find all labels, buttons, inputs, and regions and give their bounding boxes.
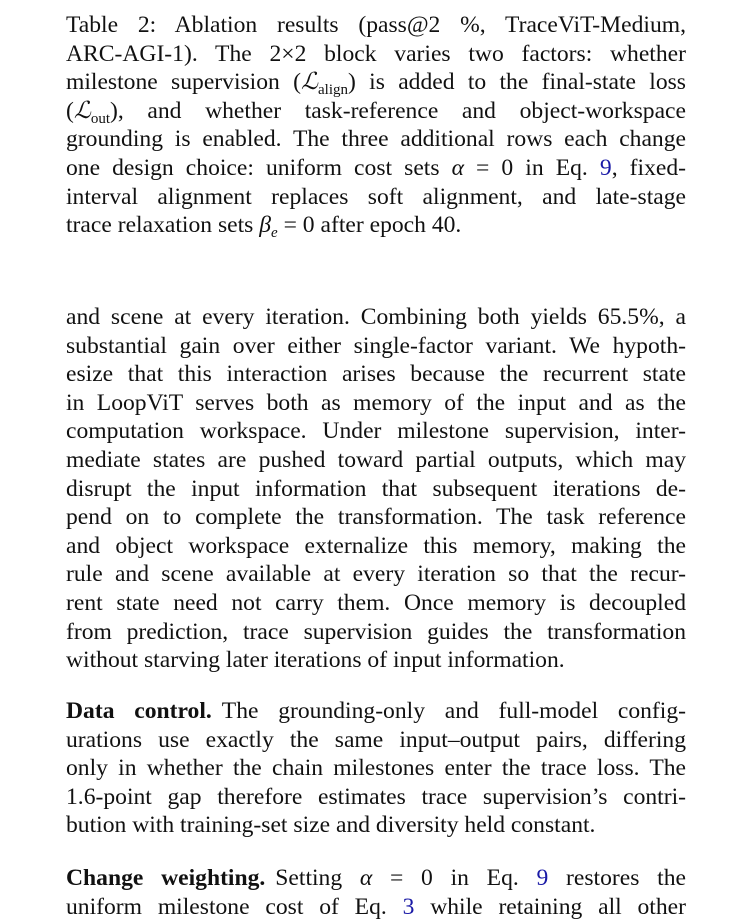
- caption-text: one design choice: uniform cost sets: [66, 154, 452, 181]
- caption-line: ARC-AGI-1). The 2×2 block varies two factors: whether: [66, 40, 686, 67]
- text-line: substantial gain over either single-factor variant. We hypoth-: [66, 332, 686, 359]
- text-line: mediate states are pushed toward partial outputs, which may: [66, 446, 686, 473]
- caption-text: milestone supervision (: [66, 69, 301, 96]
- caption-text: ) is added to the final-state loss: [348, 69, 686, 96]
- caption-text: , fixed-: [611, 154, 686, 181]
- text-line: 1.6-point gap therefore estimates trace supervision’s contri-: [66, 783, 686, 810]
- paragraph-heading: Change weighting.: [66, 865, 266, 891]
- text-line: pend on to complete the transformation. The task reference: [66, 504, 686, 531]
- caption-text: (: [66, 97, 74, 124]
- caption-line: [66, 97, 686, 126]
- text-line: esize that this interaction arises because the recurrent state: [66, 361, 686, 388]
- text-line: [66, 893, 686, 922]
- paragraph-text: Setting: [275, 865, 360, 891]
- equation-ref-link[interactable]: 9: [599, 154, 612, 181]
- caption-text: = 0 after epoch 40.: [277, 212, 462, 239]
- text-line: urations use exactly the same input–output pairs, differing: [66, 726, 686, 753]
- caption-text: ), and whether task-reference and object-workspace: [110, 97, 686, 124]
- text-line: rent state need not carry them. Once memory is decoupled: [66, 589, 686, 616]
- text-line: only in whether the chain milestones enter the trace loss. The: [66, 755, 686, 782]
- loss-symbol: ℒ: [301, 69, 318, 96]
- caption-line: [66, 68, 686, 97]
- beta-symbol: β: [259, 212, 272, 239]
- text-line: and scene at every iteration. Combining both yields 65.5%, a: [66, 304, 686, 330]
- caption-line: interval alignment replaces soft alignment, and late-stage: [66, 183, 686, 210]
- alpha-symbol: α: [359, 865, 373, 891]
- text-line: from prediction, trace supervision guides the transformation: [66, 618, 686, 645]
- caption-line: Table 2: Ablation results (pass@2 %, TraceViT-Medium,: [66, 12, 686, 38]
- loss-subscript: align: [318, 82, 348, 99]
- text-line: in LoopViT serves both as memory of the input and as the: [66, 389, 686, 416]
- text-line: computation workspace. Under milestone supervision, inter-: [66, 418, 686, 445]
- text-line: disrupt the input information that subsequent iterations de-: [66, 475, 686, 502]
- loss-symbol: ℒ: [73, 97, 91, 124]
- text-line: bution with training-set size and diversity held constant.: [66, 812, 596, 839]
- caption-line: [66, 211, 686, 240]
- text-line: rule and scene available at every iteration so that the recur-: [66, 561, 686, 588]
- loss-subscript: out: [90, 110, 111, 127]
- paragraph-heading: Data control.: [66, 698, 212, 724]
- paragraph-text: uniform milestone cost of Eq.: [66, 893, 403, 920]
- paragraph-text: while retaining all other: [414, 893, 686, 920]
- paragraph-text: = 0 in Eq.: [372, 865, 537, 891]
- caption-line: grounding is enabled. The three additional rows each change: [66, 126, 686, 153]
- caption-text: = 0 in Eq.: [463, 154, 600, 181]
- paragraph-text: The grounding-only and full-model config-: [221, 698, 687, 724]
- equation-ref-link[interactable]: 3: [402, 893, 415, 920]
- caption-line: [66, 154, 686, 183]
- text-line: [66, 697, 686, 726]
- change-weighting-paragraph: [66, 864, 686, 921]
- data-control-paragraph: [66, 697, 686, 840]
- text-line: and object workspace externalize this memory, making the: [66, 532, 686, 559]
- text-line: [66, 864, 686, 893]
- table-caption: [66, 11, 686, 240]
- alpha-symbol: α: [451, 154, 464, 181]
- caption-text: trace relaxation sets: [66, 212, 260, 239]
- equation-ref-link[interactable]: 9: [536, 865, 549, 891]
- paragraph-text: restores the: [548, 865, 686, 891]
- body-paragraph: [66, 303, 686, 675]
- beta-subscript: e: [271, 225, 278, 242]
- text-line: without starving later iterations of input information.: [66, 647, 565, 674]
